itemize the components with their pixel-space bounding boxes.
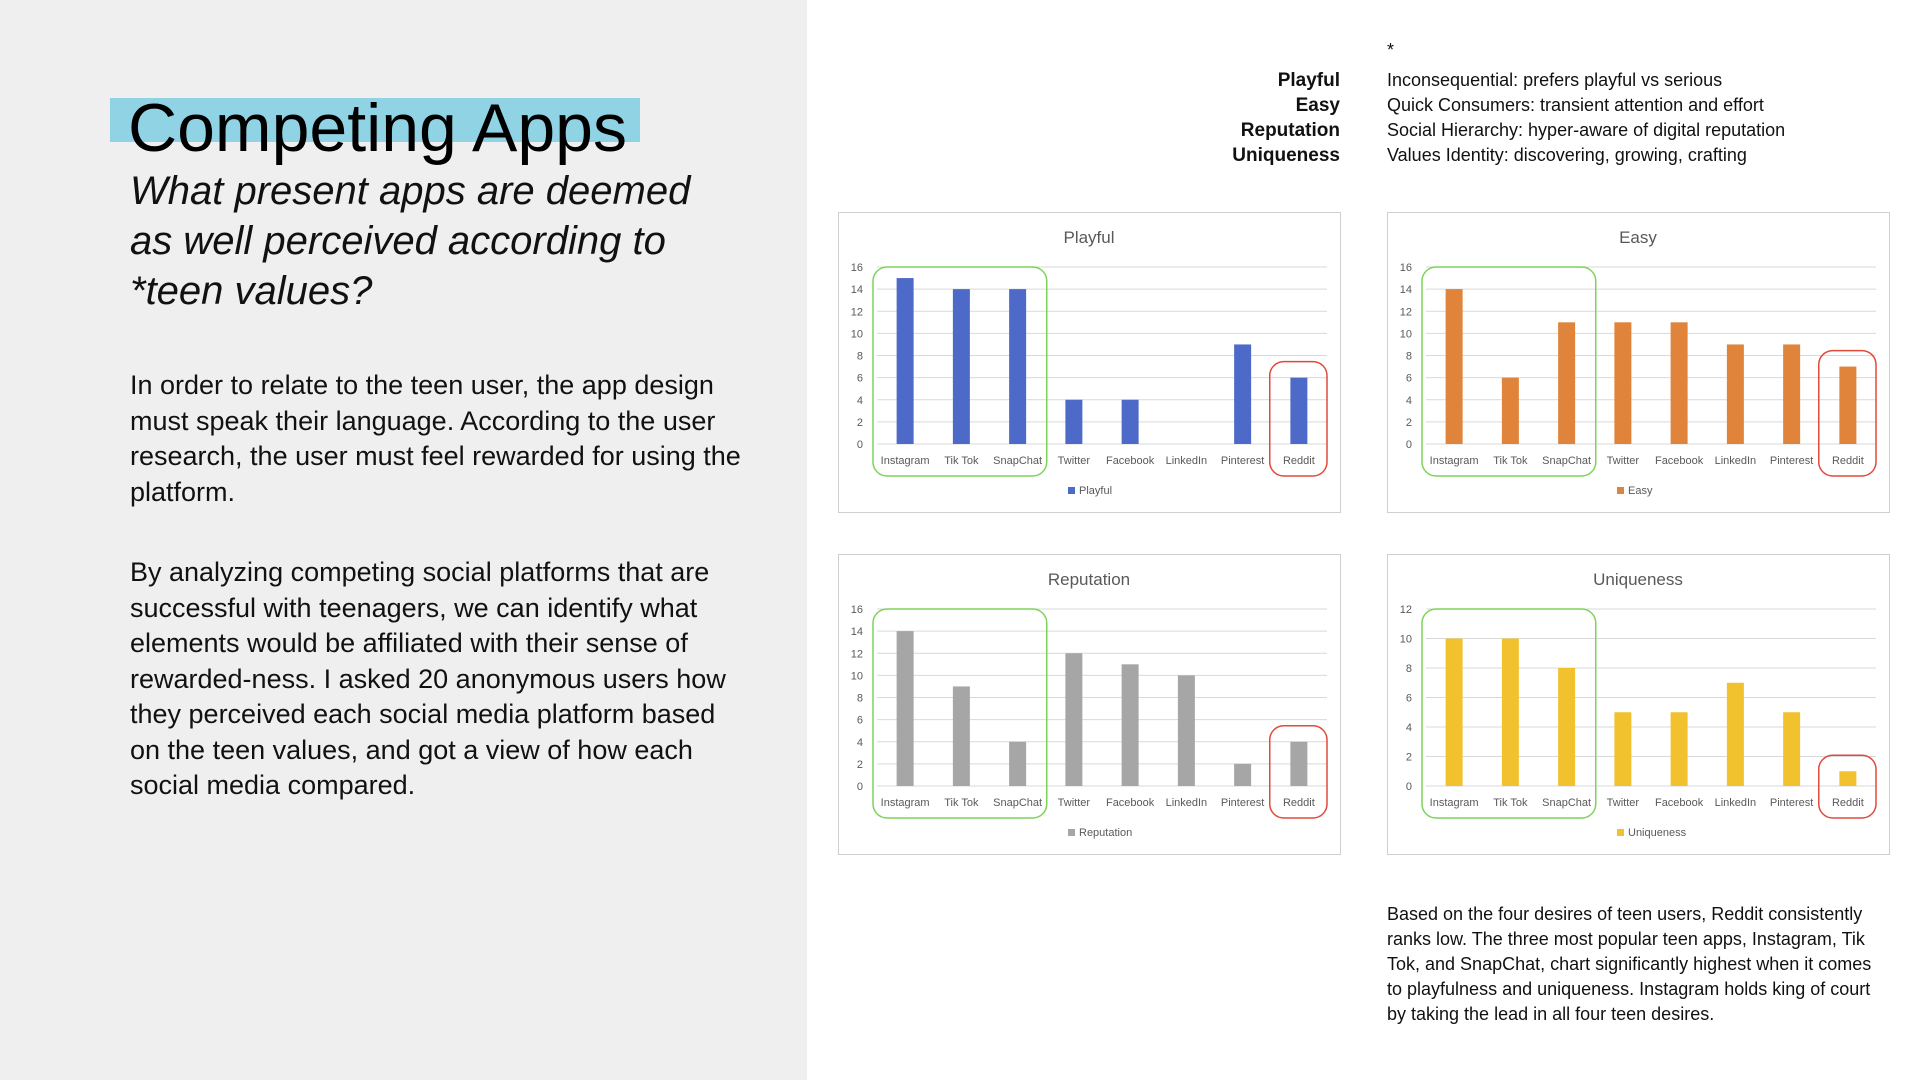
- legend-swatch: [1068, 487, 1075, 494]
- bar-reddit: [1839, 367, 1856, 444]
- y-tick-label: 10: [1399, 633, 1412, 646]
- bar-tik-tok: [1502, 378, 1519, 444]
- y-tick-label: 0: [856, 781, 863, 793]
- bar-pinterest: [1234, 764, 1251, 786]
- chart-uniqueness-svg: [1388, 555, 1889, 854]
- chart-reputation: [838, 554, 1341, 855]
- bar-snapchat: [1009, 289, 1026, 444]
- chart-playful: [838, 212, 1341, 513]
- y-tick-label: 0: [1405, 781, 1412, 793]
- chart-easy-svg: [1388, 213, 1889, 512]
- x-tick-label: Twitter: [1606, 455, 1640, 467]
- y-tick-label: 6: [856, 372, 863, 385]
- legend-label: Uniqueness: [1628, 827, 1687, 839]
- y-tick-label: 16: [850, 604, 863, 616]
- bar-reddit: [1290, 378, 1307, 444]
- y-tick-label: 0: [856, 439, 863, 451]
- chart-title: Uniqueness: [1593, 570, 1683, 589]
- bar-facebook: [1671, 322, 1688, 444]
- y-tick-label: 8: [856, 692, 863, 705]
- x-tick-label: Pinterest: [1769, 797, 1814, 809]
- bar-tik-tok: [953, 289, 970, 444]
- legend-definitions: [1387, 68, 1785, 168]
- chart-reputation-svg: [839, 555, 1340, 854]
- legend-key: Playful: [1277, 70, 1340, 91]
- legend-swatch: [1617, 829, 1624, 836]
- y-tick-label: 12: [850, 648, 863, 661]
- chart-title: Playful: [1063, 228, 1115, 247]
- x-tick-label: Facebook: [1654, 797, 1704, 809]
- y-tick-label: 6: [856, 714, 863, 727]
- y-tick-label: 2: [856, 758, 863, 771]
- legend-swatch: [1068, 829, 1075, 836]
- legend-asterisk: *: [1387, 40, 1395, 60]
- y-tick-label: 10: [1399, 328, 1412, 341]
- legend-key: Easy: [1295, 95, 1340, 116]
- bar-snapchat: [1558, 668, 1575, 786]
- y-tick-label: 2: [1405, 751, 1412, 764]
- chart-playful-svg: [839, 213, 1340, 512]
- intro-paragraph: In order to relate to the teen user, the app design must speak their language. According to the user research, the user must feel rewarded for using the platform.: [130, 370, 741, 507]
- x-tick-label: Tik Tok: [1493, 455, 1528, 467]
- bar-pinterest: [1234, 344, 1251, 444]
- legend-definition: Values Identity: discovering, growing, crafting: [1387, 145, 1747, 165]
- x-tick-label: Instagram: [1429, 455, 1479, 467]
- x-tick-label: SnapChat: [1542, 455, 1592, 467]
- bar-pinterest: [1783, 344, 1800, 444]
- y-tick-label: 12: [1399, 306, 1412, 319]
- y-tick-label: 8: [1405, 663, 1412, 675]
- y-tick-label: 4: [856, 736, 863, 749]
- chart-uniqueness: [1387, 554, 1890, 855]
- x-tick-label: Twitter: [1057, 797, 1091, 809]
- bar-linkedin: [1727, 683, 1744, 786]
- y-tick-label: 14: [1399, 284, 1412, 297]
- y-tick-label: 12: [850, 306, 863, 319]
- y-tick-label: 6: [1405, 692, 1412, 705]
- conclusion-text: Based on the four desires of teen users, Reddit consistently ranks low. The three most popular teen apps, Instagram, Tik Tok, and SnapChat, chart significantly highest when it comes to playfulness and uniqueness. Instagram holds king of court by taking the lead in all four teen desires.: [1387, 904, 1872, 1024]
- legend-keys: [1180, 68, 1340, 168]
- page-title: Competing Apps: [128, 90, 627, 166]
- bar-instagram: [897, 631, 914, 786]
- bar-reddit: [1290, 742, 1307, 786]
- legend-label: Easy: [1628, 485, 1653, 497]
- y-tick-label: 6: [1405, 372, 1412, 385]
- legend-definition: Inconsequential: prefers playful vs serious: [1387, 70, 1723, 90]
- x-tick-label: LinkedIn: [1714, 455, 1757, 467]
- y-tick-label: 0: [1405, 439, 1412, 451]
- legend-label: Playful: [1079, 485, 1113, 497]
- bar-instagram: [897, 278, 914, 444]
- x-tick-label: LinkedIn: [1165, 455, 1208, 467]
- bar-linkedin: [1727, 344, 1744, 444]
- bar-facebook: [1122, 400, 1139, 444]
- y-tick-label: 12: [1399, 604, 1412, 616]
- bar-instagram: [1446, 289, 1463, 444]
- x-tick-label: Pinterest: [1220, 455, 1265, 467]
- chart-title: Easy: [1619, 228, 1657, 247]
- x-tick-label: Tik Tok: [1493, 797, 1528, 809]
- bar-pinterest: [1783, 712, 1800, 786]
- x-tick-label: Facebook: [1654, 455, 1704, 467]
- x-tick-label: Facebook: [1105, 797, 1155, 809]
- y-tick-label: 16: [850, 262, 863, 274]
- x-tick-label: Reddit: [1831, 797, 1864, 809]
- legend-definition: Quick Consumers: transient attention and effort: [1387, 95, 1764, 115]
- y-tick-label: 2: [856, 416, 863, 429]
- x-tick-label: Tik Tok: [944, 455, 979, 467]
- y-tick-label: 2: [1405, 416, 1412, 429]
- x-tick-label: Tik Tok: [944, 797, 979, 809]
- x-tick-label: Pinterest: [1769, 455, 1814, 467]
- bar-twitter: [1614, 712, 1631, 786]
- x-tick-label: SnapChat: [993, 797, 1043, 809]
- y-tick-label: 4: [1405, 722, 1412, 734]
- bar-facebook: [1671, 712, 1688, 786]
- legend-label: Reputation: [1079, 827, 1133, 839]
- y-tick-label: 16: [1399, 262, 1412, 274]
- y-tick-label: 4: [856, 394, 863, 407]
- x-tick-label: Reddit: [1282, 455, 1315, 467]
- bar-snapchat: [1009, 742, 1026, 786]
- method-paragraph: By analyzing competing social platforms that are successful with teenagers, we can identify what elements would be affiliated with their sense of rewarded-ness. I asked 20 anonymous users how they perceived each social media platform based on the teen values, and got a view of how each social media compared.: [130, 557, 726, 800]
- x-tick-label: Twitter: [1606, 797, 1640, 809]
- y-tick-label: 14: [850, 626, 863, 639]
- x-tick-label: SnapChat: [1542, 797, 1592, 809]
- legend-swatch: [1617, 487, 1624, 494]
- bar-tik-tok: [953, 686, 970, 786]
- x-tick-label: Instagram: [880, 797, 930, 809]
- y-tick-label: 8: [1405, 350, 1412, 363]
- bar-twitter: [1614, 322, 1631, 444]
- bar-linkedin: [1178, 675, 1195, 786]
- bar-facebook: [1122, 664, 1139, 786]
- x-tick-label: Instagram: [1429, 797, 1479, 809]
- x-tick-label: Twitter: [1057, 455, 1091, 467]
- bar-twitter: [1065, 400, 1082, 444]
- y-tick-label: 8: [856, 350, 863, 363]
- x-tick-label: Facebook: [1105, 455, 1155, 467]
- bar-instagram: [1446, 639, 1463, 787]
- bar-tik-tok: [1502, 639, 1519, 787]
- chart-easy: [1387, 212, 1890, 513]
- y-tick-label: 14: [850, 284, 863, 297]
- x-tick-label: LinkedIn: [1165, 797, 1208, 809]
- x-tick-label: Pinterest: [1220, 797, 1265, 809]
- y-tick-label: 10: [850, 670, 863, 683]
- bar-reddit: [1839, 771, 1856, 786]
- chart-title: Reputation: [1047, 570, 1131, 589]
- x-tick-label: Instagram: [880, 455, 930, 467]
- y-tick-label: 10: [850, 328, 863, 341]
- x-tick-label: SnapChat: [993, 455, 1043, 467]
- page-subtitle: What present apps are deemed as well perceived according to *teen values?: [130, 169, 691, 313]
- bar-twitter: [1065, 653, 1082, 786]
- bar-snapchat: [1558, 322, 1575, 444]
- legend-key: Reputation: [1240, 120, 1340, 141]
- x-tick-label: LinkedIn: [1714, 797, 1757, 809]
- legend-definition: Social Hierarchy: hyper-aware of digital reputation: [1387, 120, 1786, 140]
- x-tick-label: Reddit: [1282, 797, 1315, 809]
- x-tick-label: Reddit: [1831, 455, 1864, 467]
- legend-key: Uniqueness: [1232, 145, 1340, 166]
- y-tick-label: 4: [1405, 394, 1412, 407]
